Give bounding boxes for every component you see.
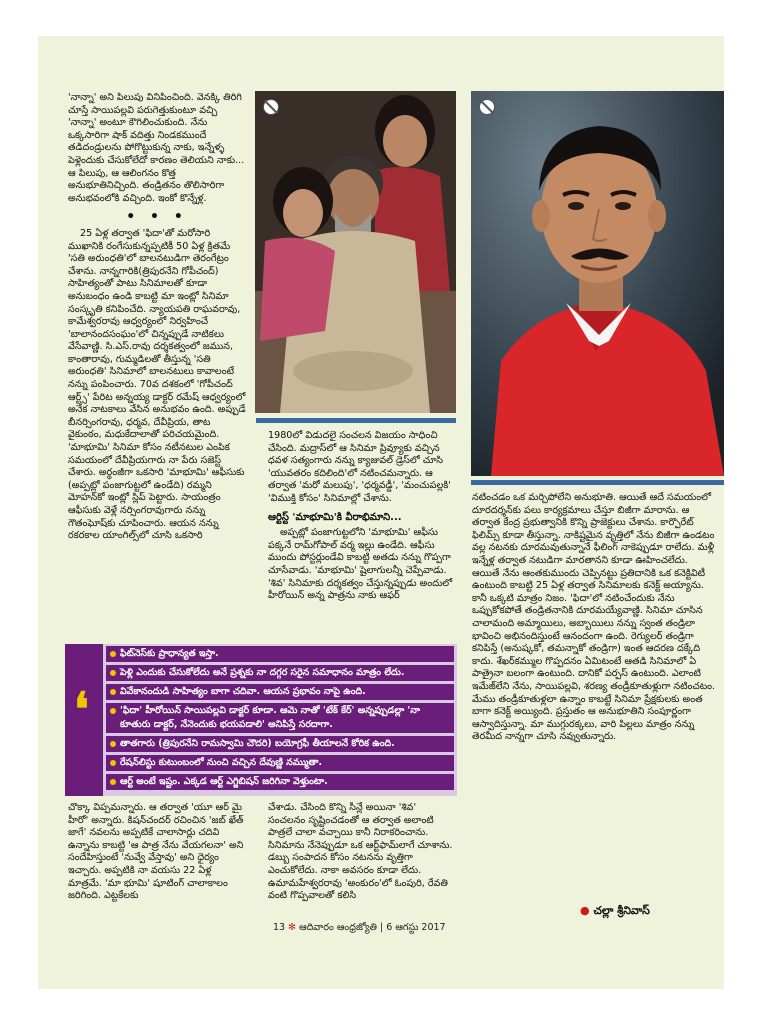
- byline: [580, 904, 650, 920]
- separator-icon: ✻: [288, 922, 297, 933]
- separator: |: [380, 922, 384, 933]
- author-name: చల్లా శ్రీనివాస్: [593, 904, 650, 917]
- bullet-icon: ●: [580, 904, 590, 917]
- publication-name: ఆదివారం ఆంధ్రజ్యోతి: [299, 922, 377, 933]
- section-divider: • • •: [126, 209, 188, 226]
- quote-bullet: ఆర్ట్ అంటే ఇష్టం. ఎక్కడ ఆర్ట్ ఎగ్జిబిషన్ జరిగినా వెళ్తుంటా.: [106, 774, 454, 790]
- page-footer: [273, 922, 446, 935]
- quote-bullet: పెళ్లి ఎందుకు చేసుకోలేదు అనే ప్రశ్నకు నా దగ్గర సరైన సమాధానం మాత్రం లేదు.: [106, 665, 454, 681]
- quote-bullet: తాతగారు (త్రిపురనేని రామస్వామి చౌదరి) బయోగ్రఫీ తీయాలనే కోరిక ఉంది.: [106, 736, 454, 752]
- paragraph-siva: చేశాడు. చేసింది కొన్ని సీన్లే అయినా 'శివ' సంచలనం సృష్టించడంతో ఆ తర్వాత అలాంటి పాత్రలే చాలా వచ్చాయి కానీ నిరాకరించాను. సినిమాను నేనెప్పుడూ ఒక ఆర్ట్‌ఫామ్‌లాగే చూశాను. డబ్బు సంపాదన కోసం నటనను వృత్తిగా ఎంచుకోలేదు. నాకా అవసరం కూడా లేదు. ఉమామహేశ్వరరావు 'అంకురం'లో ఓంపురి, రేవతి వంటి గొప్పవాలతో కలిసి: [268, 802, 453, 902]
- photo-divider-right: [471, 480, 724, 485]
- quote-mark-icon: ❛: [74, 682, 89, 736]
- paragraph-mabhoomi: చొక్కా విప్పమన్నారు. ఆ తర్వాత 'యూ ఆర్ మై హీరో' అన్నారు. కిషన్‌చందర్ రచించిన 'జబ్ ఖేత్ జాగే' నవలను అప్పటికే చాలాసార్లు చదివి ఉన్నాను కాబట్టి 'ఆ పాత్ర నేను వేయగలనా' అని సందేహిస్తుంటే 'నువ్వే వేస్తావు' అని ధైర్యం ఇచ్చారు. అప్పటికి నా వయసు 22 ఏళ్ల మాత్రమే. 'మా భూమి' షూటింగ్ చాలాకాలం జరిగింది. ఎట్టకేలకు: [68, 802, 244, 902]
- photo-credit-icon: [263, 99, 279, 115]
- subheading-fan: ఆర్టిస్ట్ 'మాభూమి'కి వీరాభిమాని...: [268, 511, 402, 523]
- portrait-illustration: [471, 91, 724, 476]
- magazine-page: [38, 36, 724, 989]
- portrait-photo: [471, 91, 724, 476]
- photo-divider-left: [256, 418, 456, 423]
- column-middle-top: [268, 430, 456, 642]
- paragraph-films: 1980లో విడుదలై సంచలన విజయం సాధించి చేసింది. మద్రాస్‌లో ఆ సినిమా ప్రివ్యూకు వచ్చిన ధవళ సత్యంగారు నన్ను క్యాజువల్ డ్రెస్‌లో చూసి 'యువతరం కదిలింది'లో నటించమన్నారు. ఆ తర్వాత 'మరో మలుపు', 'ధర్మవడ్డీ', 'మంచుపల్లకి' 'విముక్తి కోసం' సినిమాల్లో చేశాను.: [268, 430, 451, 504]
- paragraph-intro: 'నాన్నా' అని పిలుపు వినిపించింది. వెనక్కి తిరిగి చూస్తే సాయిపల్లవి పరుగెత్తుకుంటూ వచ్చి 'నాన్నా' అంటూ కౌగిలించుకుంది. నేను ఒక్కసారిగా షాక్ వదిత్తు నిండకముందే తడిదండ్రులను పోగొట్టుకున్న నాకు, ఇన్నేళ్ళ పెళ్లెందుకు చేసుకోలేదో కారణం తెలియని నాకు... ఆ పిలుపు, ఆ ఆలింగనం కొత్త అనుభూతినిచ్చింది. తండ్రితనం తొలిసారిగా అనుభవంలోకి వచ్చింది. ఇంకో కొన్నేళ్ల.: [68, 92, 245, 204]
- family-photo: [255, 91, 456, 413]
- column-left-top: [68, 92, 246, 644]
- family-photo-illustration: [255, 91, 456, 413]
- issue-date: 6 ఆగస్టు 2017: [386, 922, 446, 933]
- quote-bullet: 'ఫిదా' హీరోయిన్ సాయిపల్లవి డాక్టర్ కూడా. ఆమె నాతో 'టేక్ కేర్' అన్నప్పుడల్లా 'నా కూతురు డాక్టర్, నేనెందుకు భయపడాలి' అనిపిస్తే సరదాగా.: [106, 703, 454, 733]
- paragraph-rgv: అప్పట్లో పంజాగుట్టలోని 'మాభూమి' ఆఫీసు పక్కనే రామ్‌గోపాల్ వర్మ ఇల్లు ఉండేది. ఆఫీసు ముందు పోస్టర్లుండేవి కాబట్టి అతడు నన్ను గొప్పగా చూసేవాడు. 'మాభూమి' షైలాగులన్నీ చెప్పేవాడు. 'శివ' సినిమాకు దర్శకత్వం చేస్తున్నప్పుడు అందులో హీరోయిన్ అన్న పాత్రను నాకు ఆఫర్: [268, 527, 453, 602]
- column-middle-bottom: [268, 802, 456, 920]
- column-left-bottom: [68, 802, 246, 920]
- paragraph-career: 25 ఏళ్ల తర్వాత 'ఫిదా'తో మరోసారి ముఖానికి రంగేసుకున్నప్పటికీ 50 ఏళ్ల క్రితమే 'సతి అరుంధతి'లో బాలనటుడిగా తెరంగేట్రం చేశాను. నాన్నగారికి(త్రిపురనేని గోపీచంద్) సాహిత్యంతో పాటు సినిమాలతో కూడా అనుబంధం ఉండి కాబట్టి మా ఇంట్లో సినిమా సంస్కృతి కనిపించేది. న్యాయపతి రాఘవరావు, కామేశ్వరరావు ఆధ్వర్యంలో నిర్వహించే 'బాలానందసంఘం'లో చిన్నప్పుడే నాటికలు వేసేవాణ్ణి. సి.ఎస్.రావు దర్శకత్వంలో జమున, కాంతారావు, గుమ్మడిలతో తీస్తున్న 'సతి అరుంధతి' సినిమాలో బాలనటులు కావాలంటే నన్ను పంపించారు. 70వ దశకంలో 'గోపీచంద్ ఆర్ట్స్' పేరిట అన్నయ్య డాక్టర్ రమేష్ ఆధ్వర్యంలో అనేక నాటకాలు వేసిన అనుభవం ఉంది. అప్పుడే బీనర్సింగరావు, ధర్మవ, దేవీప్రియ, తాట వైకుంఠం, మధుకేదాలాతో పరిచయమైంది. 'మాభూమి' సినిమా కోసం నటీనటుల ఎంపిక సమయంలో దేవీప్రియగారు నా పేరు సజెస్ట్ చేశారు. అర్థంజీగా ఒకసారి 'మాభూమి' ఆఫీసుకు (అప్పట్లో పంజాగుట్టలో ఉండేది) రమ్మని మోహన్‌కో ఇంట్లో స్లిప్ పెట్టారు. సాయంత్రం ఆఫీసుకు వెళ్లే నర్సింగరావుగారు నన్ను గౌతంఘోష్‌కు చూపించారు. ఆయన నన్ను రకరకాల యాంగిల్స్‌లో చూసి ఒకసారి: [68, 227, 246, 542]
- paragraph-fidaa: నటించడం ఒక మర్చిపోలేని అనుభూతి. ఆయితే ఆదే సమయంలో దూరదర్శన్‌కు పలు కార్యక్రమాలు చేస్తూ బిజీగా మారాను. ఆ తర్వాత కేంద్ర ప్రభుత్వానికి కొన్ని ప్రాజెక్టులు చేశాను. కార్పొరేట్ ఫిలిమ్స్ కూడా తీస్తున్నా. నాకిష్టమైన వృత్తిలో నేను బిజీగా ఉండటం వల్ల నటనకు దూరమవుతున్నానే ఫీలింగ్ నాకెప్పుడూ రాలేదు. మళ్లీ ఇన్నేళ్ల తర్వాత నటుడిగా మారతానని కూడా ఊహించలేదు. ఆయితే నేను ఆంతకుముందు చెప్పినట్టు ప్రతిదానికి ఒక కనెక్టివిటీ ఉంటుంది కాబట్టి 25 ఏళ్ల తర్వాత సినిమాలకు కనెక్ట్ అయ్యాను. కానీ ఒక్కటి మాత్రం నిజం. 'ఫిదా'లో నటించేందుకు నేను ఒప్పుకోకపోతే తండ్రితనానికి దూరమయ్యేవాణ్ణి. సినిమా చూసిన చాలామంది అమ్మాయిలు, అబ్బాయిలు నన్ను స్వంత తండ్రిలా భావించి అభినందిస్తుంటే ఆనందంగా ఉంది. రెగ్యులర్ తండ్రిగా కనిపిస్తే (అనుష్కకో, తమన్నాకో తండ్రిగా) ఇంత ఆదరణ దక్కేది కాదు. శేఖర్‌కమ్ముల గొప్పదనం ఏమిటంటే ఆతడి సినిమాలో ఏ పాత్రైనా బలంగా ఉంటుంది. దానికో పర్పస్ ఉంటుంది. ఎలాంటి ఇమేజ్‌లేని నేను, సాయిపల్లవి, శరణ్య తండ్రీకూతుళ్లుగా నటించటం. మేము తండ్రీకూతుళ్లలా ఉన్నాం కాబట్టే సినిమా ప్రేక్షకులకు అంత బాగా కనెక్ట్ అయ్యింది. ప్రస్తుతం ఆ అనుభూతిని సంపూర్ణంగా ఆస్వాదిస్తున్నా. మా ముగ్గురక్కలు, వారి పిల్లలు మాత్రం నన్ను తెరమీద నాన్నగా చూసి నవ్వుతున్నారు.: [472, 492, 716, 743]
- quote-bullet-list: [106, 646, 454, 793]
- photo-credit-icon: [479, 99, 495, 115]
- quote-bullet: ఫిట్‌నెస్‌కు ప్రాధాన్యత ఇస్తా.: [106, 646, 454, 662]
- quote-bullet: రేషన్‌లిస్టు కుటుంబంలో నుంచి వచ్చిన దేవుణ్ణి నమ్ముతా.: [106, 755, 454, 771]
- quote-bullet: వివేకానందుడి సాహిత్యం బాగా చదివా. ఆయన ప్రభావం నాపై ఉంది.: [106, 684, 454, 700]
- column-right: [472, 492, 718, 900]
- page-number: 13: [273, 922, 286, 933]
